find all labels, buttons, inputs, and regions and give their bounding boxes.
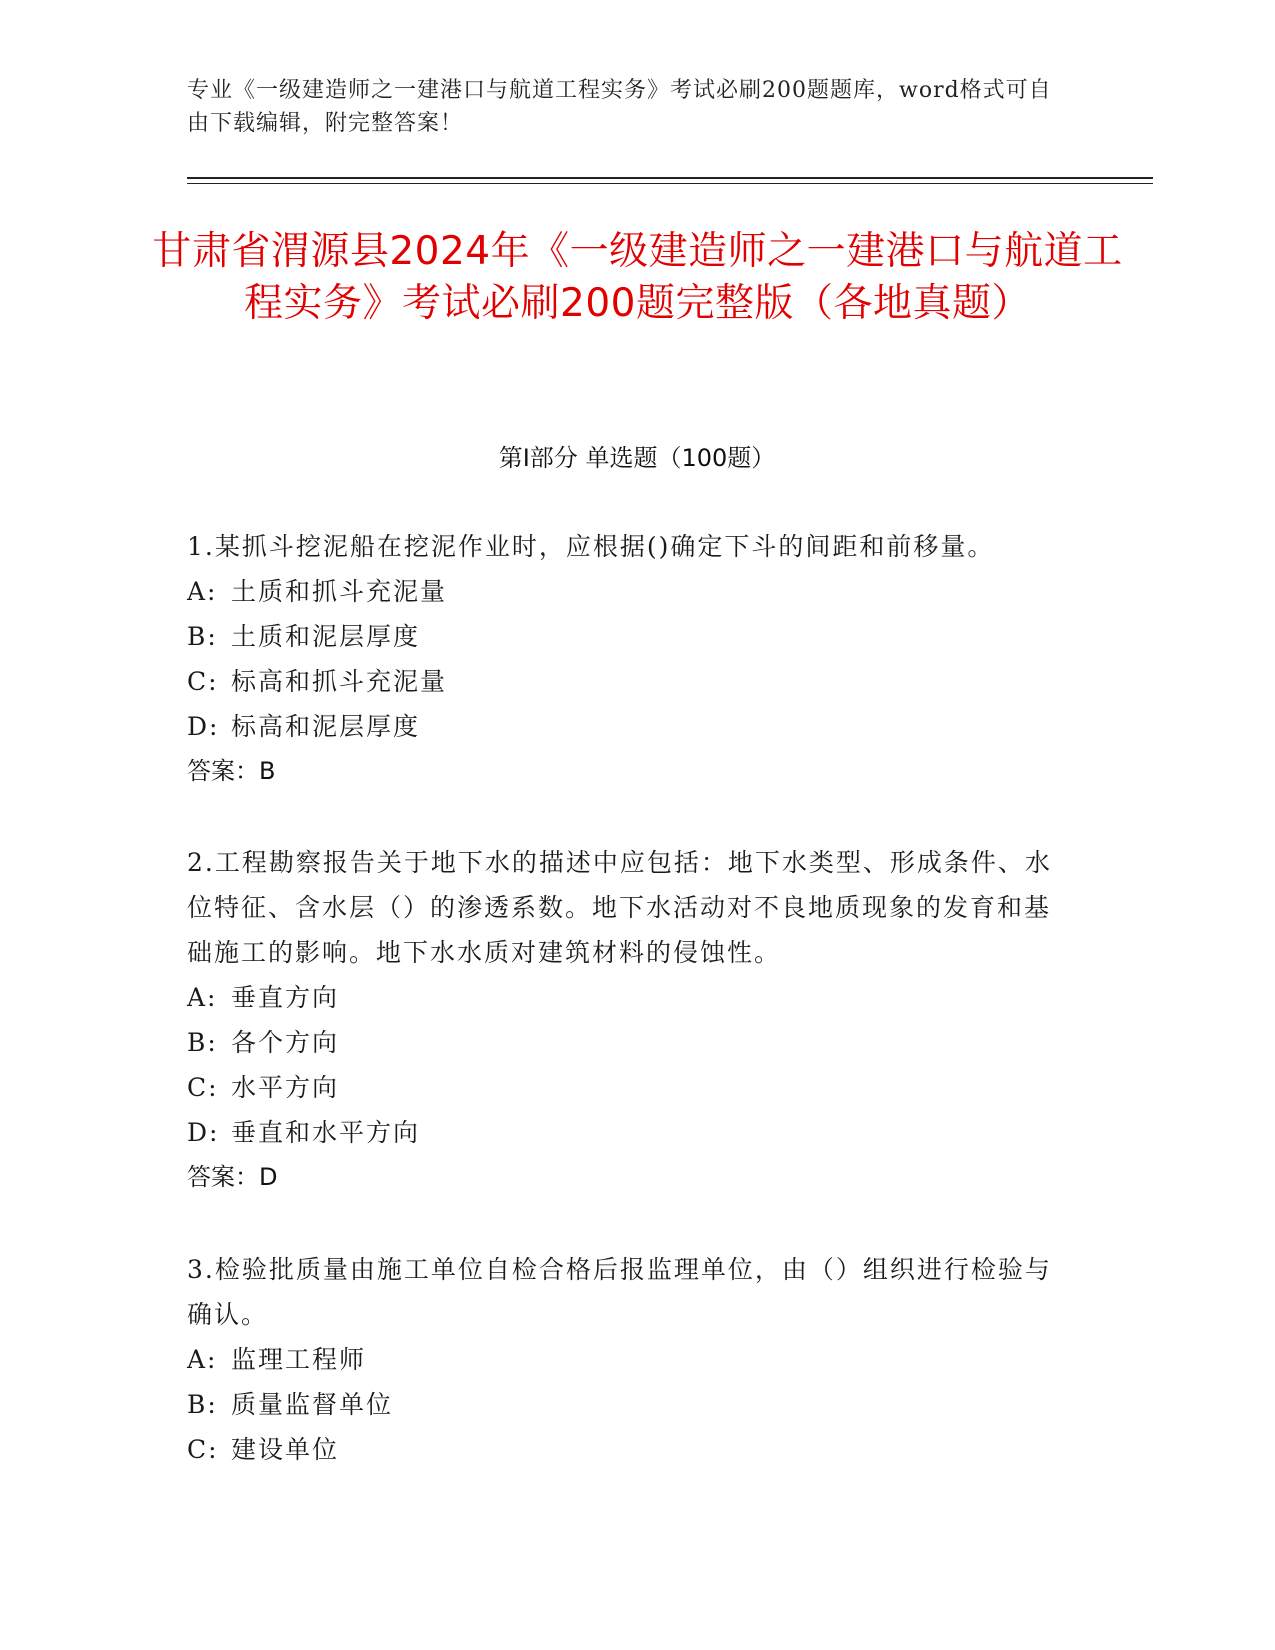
question-2 [187, 840, 1067, 1200]
option-text: 土质和抓斗充泥量 [231, 577, 448, 606]
option-letter: C: [187, 1435, 219, 1464]
option-letter: D: [187, 712, 220, 741]
option-text: 标高和抓斗充泥量 [231, 667, 448, 696]
option-text: 垂直和水平方向 [231, 1118, 421, 1147]
question-text: 2.工程勘察报告关于地下水的描述中应包括：地下水类型、形成条件、水位特征、含水层（）的渗透系数。地下水活动对不良地质现象的发育和基础施工的影响。地下水水质对建筑材料的侵蚀性。 [187, 848, 1052, 967]
question-1 [187, 524, 1067, 794]
option-a [187, 1337, 1067, 1382]
section-title: 第Ⅰ部分 单选题（100题） [498, 444, 776, 472]
option-letter: B: [187, 1028, 218, 1057]
option-d [187, 704, 1067, 749]
option-text: 监理工程师 [231, 1345, 367, 1374]
option-letter: B: [187, 622, 218, 651]
option-letter: A: [187, 983, 218, 1012]
header-note: 专业《一级建造师之一建港口与航道工程实务》考试必刷200题题库，word格式可自由下载编辑，附完整答案！ [187, 78, 1052, 136]
option-d [187, 1110, 1067, 1155]
question-text: 3.检验批质量由施工单位自检合格后报监理单位，由（）组织进行检验与确认。 [187, 1255, 1052, 1329]
option-c [187, 1065, 1067, 1110]
option-text: 土质和泥层厚度 [231, 622, 421, 651]
header-rule-thick [187, 177, 1153, 179]
question-text: 1.某抓斗挖泥船在挖泥作业时，应根据()确定下斗的间距和前移量。 [187, 532, 995, 561]
header-rule-thin [187, 183, 1153, 184]
option-letter: D: [187, 1118, 220, 1147]
option-letter: C: [187, 667, 219, 696]
answer-line: 答案：B [187, 757, 276, 785]
option-b [187, 614, 1067, 659]
option-c [187, 659, 1067, 704]
document-title: 甘肃省渭源县2024年《一级建造师之一建港口与航道工程实务》考试必刷200题完整版（各地真题） [152, 229, 1123, 326]
option-letter: A: [187, 1345, 218, 1374]
option-b [187, 1020, 1067, 1065]
option-text: 质量监督单位 [231, 1390, 394, 1419]
option-letter: C: [187, 1073, 219, 1102]
option-text: 垂直方向 [231, 983, 340, 1012]
option-letter: A: [187, 577, 218, 606]
option-b [187, 1382, 1067, 1427]
question-3 [187, 1247, 1067, 1472]
option-letter: B: [187, 1390, 218, 1419]
option-a [187, 975, 1067, 1020]
answer-line: 答案：D [187, 1163, 278, 1191]
option-text: 各个方向 [231, 1028, 340, 1057]
option-text: 水平方向 [231, 1073, 340, 1102]
option-text: 建设单位 [231, 1435, 340, 1464]
option-text: 标高和泥层厚度 [231, 712, 421, 741]
option-a [187, 569, 1067, 614]
option-c [187, 1427, 1067, 1472]
